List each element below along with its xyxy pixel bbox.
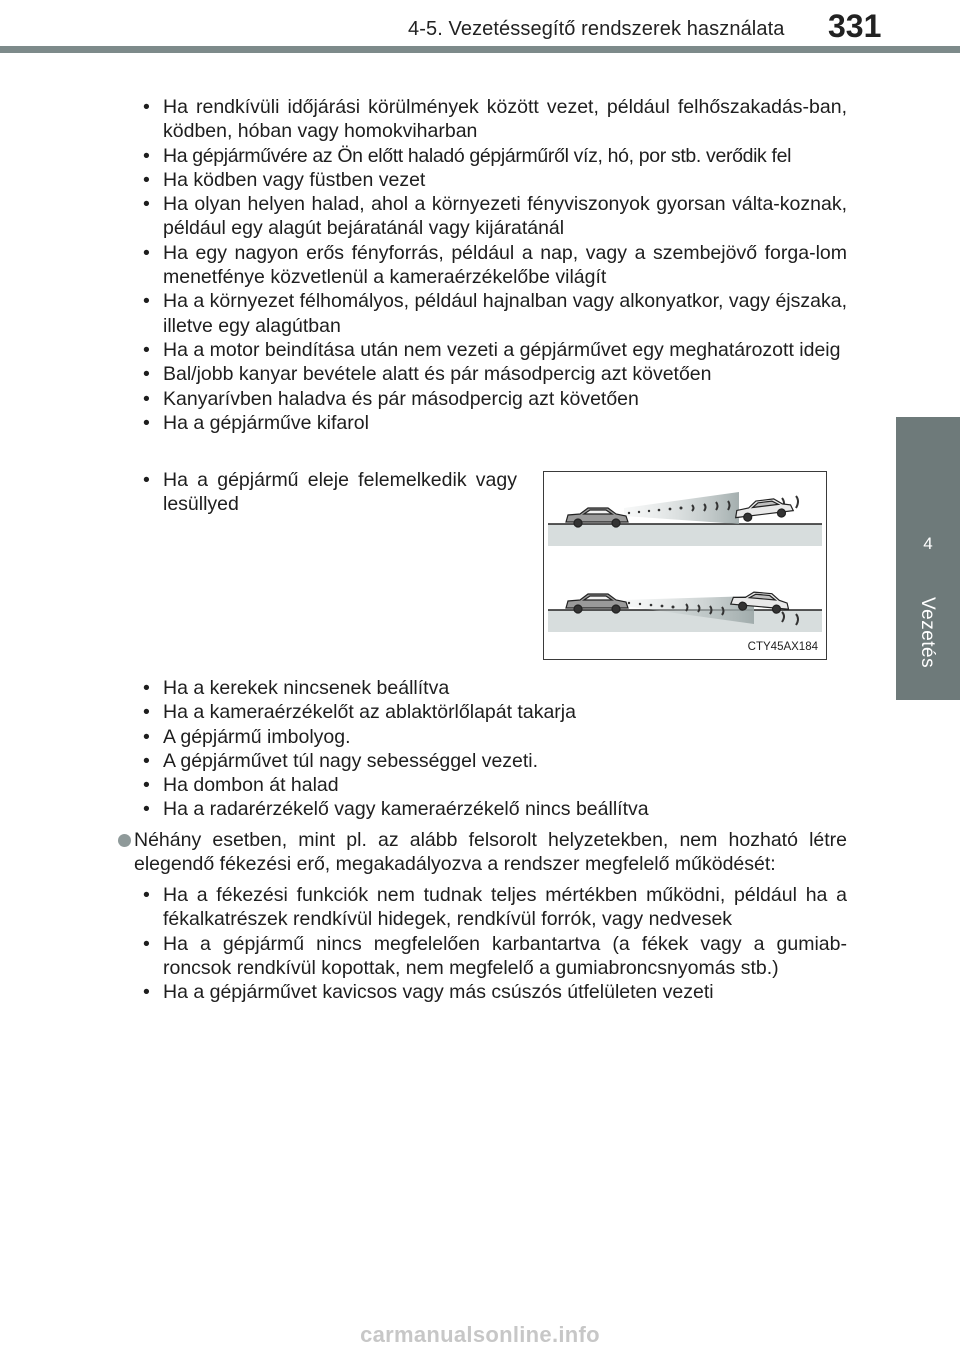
list-item: • Ha a gépjárműve kifarol — [143, 411, 847, 435]
condition-list-1 — [143, 95, 847, 435]
page-number: 331 — [828, 8, 882, 44]
condition-list-4 — [143, 883, 847, 1004]
list-item: • Ha a radarérzékelő vagy kameraérzékelő nincs beállítva — [143, 797, 847, 821]
illustration-vehicle-pitch — [543, 471, 827, 660]
figure-code: CTY45AX184 — [747, 641, 818, 653]
list-item: • Ha a környezet félhomályos, például hajnalban vagy alkonyatkor, vagy éjszaka, illetve egy alagútban — [143, 289, 847, 338]
list-item: • Ha rendkívüli időjárási körülmények között vezet, például felhőszakadás-ban, ködben, hóban vagy homokviharban — [143, 95, 847, 144]
header-rule — [0, 46, 960, 53]
list-item: • Kanyarívben haladva és pár másodpercig azt követően — [143, 387, 847, 411]
list-item: • Ha a gépjármű nincs megfelelően karbantartva (a fékek vagy a gumiab-roncsok rendkívül kopottak, nem megfelelő a gumiabroncsnyomás stb.) — [143, 932, 847, 981]
list-item: • Ha a kerekek nincsenek beállítva — [143, 676, 847, 700]
list-item: • Ha gépjárművére az Ön előtt haladó gépjárműről víz, hó, por stb. verődik fel — [143, 144, 847, 168]
paragraph-text: Néhány esetben, mint pl. az alább felsorolt helyzetekben, nem hozható létre elegendő fékezési erő, megakadályozva a rendszer megfelelő működését: — [134, 829, 847, 876]
watermark: carmanualsonline.info — [360, 1322, 600, 1347]
chapter-side-tab[interactable] — [896, 417, 960, 700]
list-item: • Ha ködben vagy füstben vezet — [143, 168, 847, 192]
list-item: • A gépjárművet túl nagy sebességgel vezeti. — [143, 749, 847, 773]
list-item: • Ha a kameraérzékelőt az ablaktörlőlapát takarja — [143, 700, 847, 724]
header-title: 4-5. Vezetéssegítő rendszerek használata — [408, 18, 785, 40]
list-item: • A gépjármű imbolyog. — [143, 725, 847, 749]
list-item: • Ha a gépjárművet kavicsos vagy más csúszós útfelületen vezeti — [143, 980, 847, 1004]
chapter-label: Vezetés — [917, 597, 938, 669]
bullet-circle-icon — [118, 834, 131, 847]
vehicle-pitch-illustration-icon — [544, 472, 825, 658]
condition-list-3 — [143, 676, 847, 822]
list-item: • Ha a motor beindítása után nem vezeti a gépjárművet egy meghatározott ideig — [143, 338, 847, 362]
chapter-number: 4 — [923, 534, 933, 553]
list-item: • Bal/jobb kanyar bevétele alatt és pár másodpercig azt követően — [143, 362, 847, 386]
condition-list-2 — [143, 468, 517, 517]
list-item: • Ha dombon át halad — [143, 773, 847, 797]
list-item: • Ha egy nagyon erős fényforrás, például a nap, vagy a szembejövő forga-lom menetfénye közvetlenül a kameraérzékelőbe világít — [143, 241, 847, 290]
braking-force-paragraph — [118, 828, 847, 877]
list-item: • Ha a gépjármű eleje felemelkedik vagy lesüllyed — [143, 468, 517, 517]
list-item: • Ha olyan helyen halad, ahol a környezeti fényviszonyok gyorsan válta-koznak, például egy alagút bejáratánál vagy kijáratánál — [143, 192, 847, 241]
list-item: • Ha a fékezési funkciók nem tudnak teljes mértékben működni, például ha a fékalkatrészek rendkívül hidegek, rendkívül forrók, vagy nedvesek — [143, 883, 847, 932]
